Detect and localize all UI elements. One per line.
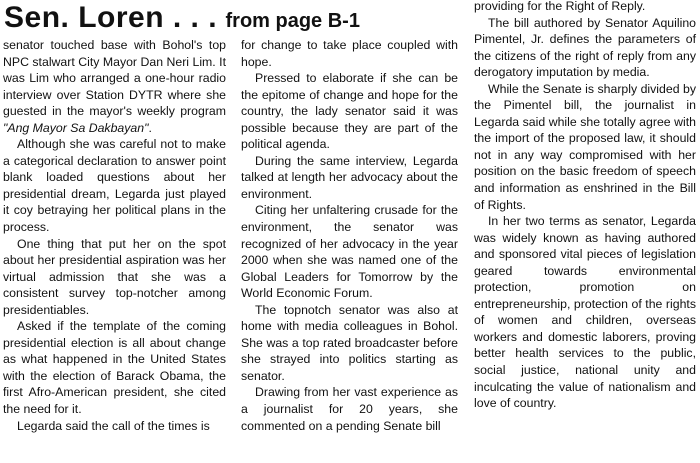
paragraph xyxy=(3,37,226,136)
program-title: "Ang Mayor Sa Dakbayan" xyxy=(3,120,149,135)
paragraph: One thing that put her on the spot about her presidential aspiration was her virtual admission that she was a consistent survey top-notcher among presidentiables. xyxy=(3,236,226,317)
paragraph: Citing her unfaltering crusade for the environment, the senator was recognized of her advocacy in the year 2000 when she was named one of the Global Leaders for Tomorrow by the World Economic Forum. xyxy=(241,203,458,301)
paragraph: Legarda said the call of the times is xyxy=(17,418,210,433)
headline-continuation: from page B-1 xyxy=(225,10,360,32)
paragraph: Drawing from her vast experience as a journalist for 20 years, she commented on a pending Senate bill xyxy=(241,385,458,433)
paragraph: for change to take place coupled with hope. xyxy=(241,38,458,69)
paragraph: Asked if the template of the coming presidential election is all about change as what happened in the United States with the election of Barack Obama, the first Afro-American president, she cited the need for it. xyxy=(3,319,226,417)
headline-title: Sen. Loren . . . xyxy=(4,1,218,34)
paragraph-text: . xyxy=(148,120,152,135)
paragraph: During the same interview, Legarda talked at length her advocacy about the environment. xyxy=(241,153,458,201)
paragraph: The topnotch senator was also at home with media colleagues in Bohol. She was a top rated broadcaster before she strayed into politics starting as senator. xyxy=(241,302,458,383)
paragraph-text: senator touched base with Bohol's top NPC stalwart City Mayor Dan Neri Lim. It was Lim who arranged a one-hour radio interview over Station DYTR where she guested in the mayor's weekly program xyxy=(3,38,226,119)
paragraph: providing for the Right of Reply. xyxy=(474,0,646,13)
paragraph: The bill authored by Senator Aquilino Pimentel, Jr. defines the parameters of the citizens of the right of reply from any derogatory imputation by media. xyxy=(474,15,696,80)
column-3 xyxy=(474,0,696,412)
paragraph: Although she was careful not to make a categorical declaration to answer point blank loaded questions about her presidential dream, Legarda just played it coy betraying her political plans in the process. xyxy=(3,137,226,235)
paragraph: In her two terms as senator, Legarda was widely known as having authored and sponsored vital pieces of legislation geared towards environmental protection, promotion on entrepreneurship, protection of the rights of women and children, overseas workers and domestic laborers, proving better health services to the public, social justice, national unity and inculcating the value of nationalism and love of country. xyxy=(474,214,696,411)
column-2 xyxy=(241,37,458,434)
headline xyxy=(4,0,360,36)
column-1 xyxy=(3,37,226,434)
paragraph: Pressed to elaborate if she can be the epitome of change and hope for the country, the lady senator said it was possible because they are part of the political agenda. xyxy=(241,71,458,152)
paragraph: While the Senate is sharply divided by the Pimentel bill, the journalist in Legarda said while she totally agree with the import of the proposed law, it should not in any way compromised with her position on the basic freedom of speech and information as enshrined in the Bill of Rights. xyxy=(474,81,696,212)
